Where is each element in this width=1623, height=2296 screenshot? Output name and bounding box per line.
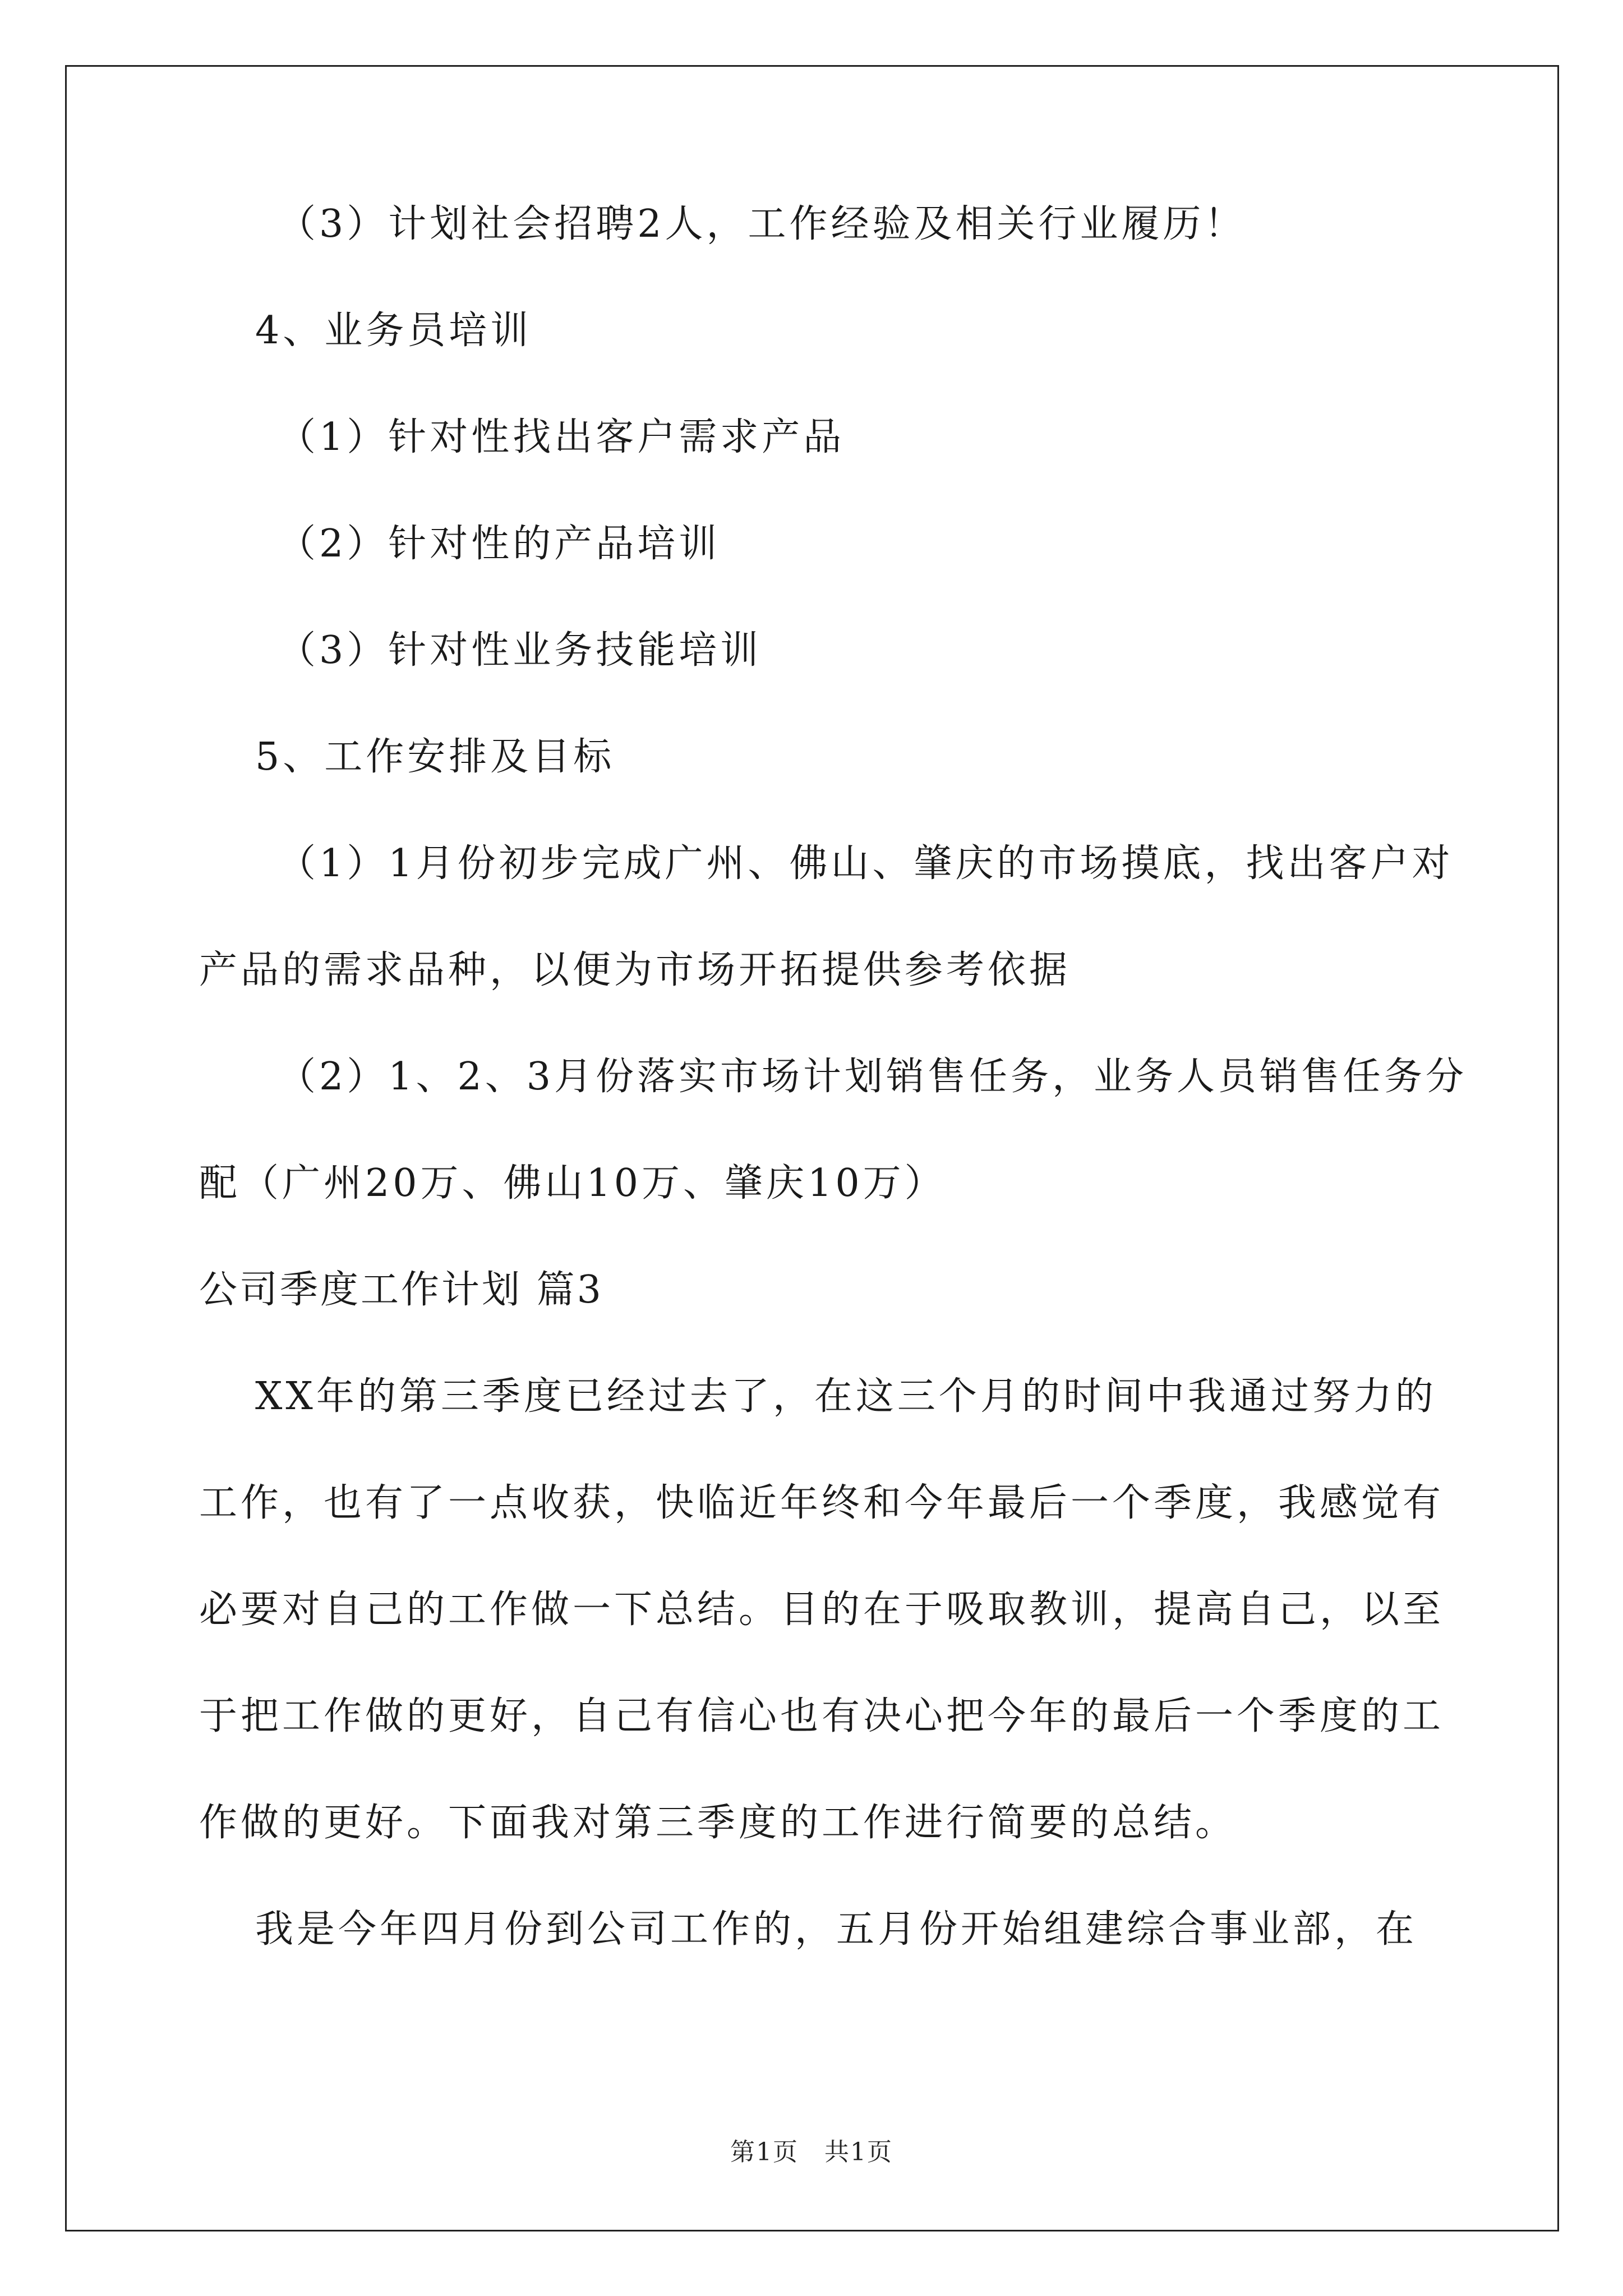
text-line: 我是今年四月份到公司工作的，五月份开始组建综合事业部，在 bbox=[255, 1907, 1418, 1952]
text-line: （2）1、2、3月份落实市场计划销售任务，业务人员销售任务分 bbox=[278, 1055, 1468, 1099]
text-line: 必要对自己的工作做一下总结。目的在于吸取教训，提高自己，以至 bbox=[199, 1588, 1445, 1632]
text-line: 产品的需求品种，以便为市场开拓提供参考依据 bbox=[199, 948, 1071, 992]
text-line: （1）针对性找出客户需求产品 bbox=[278, 415, 845, 459]
section-heading: 4、业务员培训 bbox=[255, 309, 532, 353]
text-line: XX年的第三季度已经过去了，在这三个月的时间中我通过努力的 bbox=[255, 1374, 1437, 1419]
text-line: （2）针对性的产品培训 bbox=[278, 522, 721, 566]
text-line: 工作，也有了一点收获，快临近年终和今年最后一个季度，我感觉有 bbox=[199, 1481, 1445, 1525]
text-line: （3）计划社会招聘2人，工作经验及相关行业履历！ bbox=[278, 202, 1246, 246]
text-line: 作做的更好。下面我对第三季度的工作进行简要的总结。 bbox=[199, 1801, 1237, 1845]
text-line: （1）1月份初步完成广州、佛山、肇庆的市场摸底，找出客户对 bbox=[278, 841, 1454, 886]
page-border bbox=[65, 65, 1559, 2231]
text-line: 配（广州20万、佛山10万、肇庆10万） bbox=[199, 1161, 946, 1205]
article-heading: 公司季度工作计划 篇3 bbox=[199, 1268, 603, 1312]
text-line: 于把工作做的更好，自己有信心也有决心把今年的最后一个季度的工 bbox=[199, 1694, 1445, 1738]
section-heading: 5、工作安排及目标 bbox=[255, 735, 615, 779]
text-line: （3）针对性业务技能培训 bbox=[278, 628, 762, 673]
page-number: 第1页 共1页 bbox=[730, 2138, 893, 2166]
